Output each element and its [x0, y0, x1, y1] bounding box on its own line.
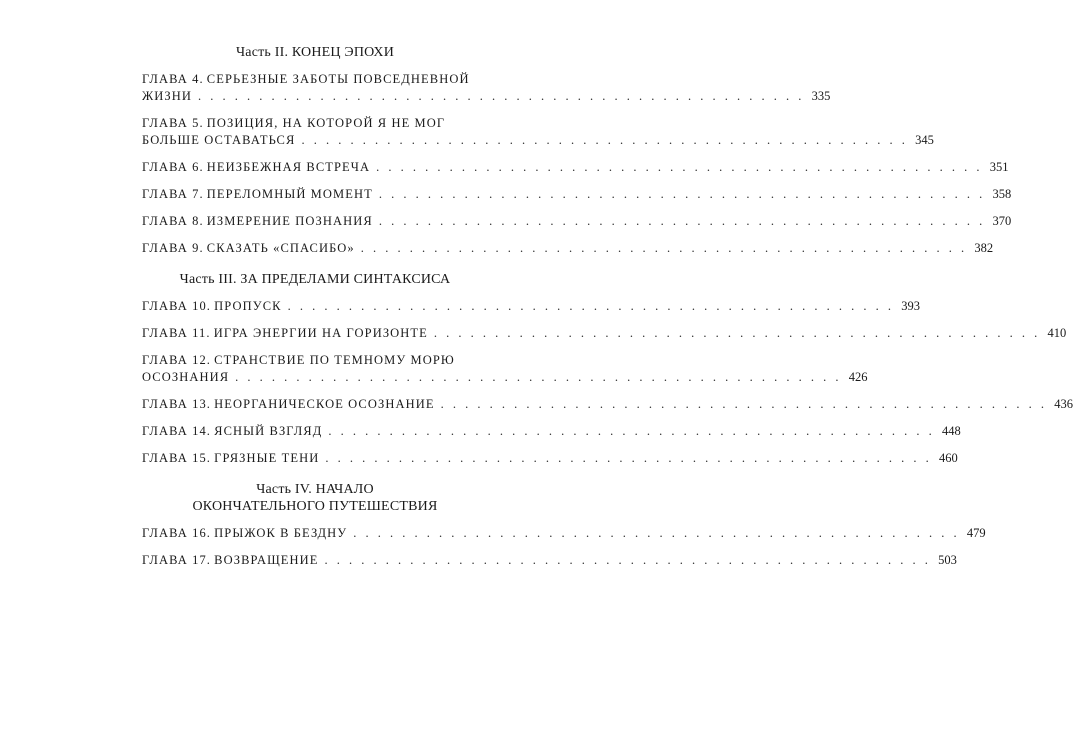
- chapter-number: ГЛАВА 7.: [142, 187, 204, 201]
- dot-leader: . . . . . . . . . . . . . . . . . . . . . . . . . . . . . . . . . . . . . . . . . . . . . . . . . .: [235, 370, 842, 384]
- toc-entry-label: [142, 159, 370, 176]
- toc-entry[interactable]: [142, 525, 986, 542]
- chapter-title: ПРЫЖОК В БЕЗДНУ: [214, 526, 348, 540]
- toc-entry[interactable]: [142, 159, 1009, 176]
- chapter-number: ГЛАВА 16.: [142, 526, 212, 540]
- part-title: [142, 271, 488, 288]
- toc-entry-label: [142, 450, 319, 467]
- part-title-line: Часть III. ЗА ПРЕДЕЛАМИ СИНТАКСИСА: [179, 272, 451, 287]
- dot-leader: . . . . . . . . . . . . . . . . . . . . . . . . . . . . . . . . . . . . . . . . . . . . . . . . . .: [198, 89, 805, 103]
- page-number: 410: [1047, 326, 1067, 340]
- chapter-number: ГЛАВА 4.: [142, 72, 204, 86]
- chapter-number: ГЛАВА 12.: [142, 353, 212, 367]
- page-number: 345: [915, 133, 934, 147]
- toc-entry-label: [142, 525, 347, 542]
- toc-entry-label: [142, 298, 282, 315]
- toc-entry-label: [142, 423, 322, 440]
- chapter-number: ГЛАВА 13.: [142, 397, 212, 411]
- chapter-title: ПЕРЕЛОМНЫЙ МОМЕНТ: [206, 187, 373, 201]
- toc-entry-line: [142, 423, 961, 440]
- dot-leader: . . . . . . . . . . . . . . . . . . . . . . . . . . . . . . . . . . . . . . . . . . . . . . . . . .: [376, 160, 983, 174]
- chapter-title: ОСОЗНАНИЯ: [142, 370, 230, 384]
- dot-leader: . . . . . . . . . . . . . . . . . . . . . . . . . . . . . . . . . . . . . . . . . . . . . . . . . .: [378, 214, 986, 228]
- toc-entry-line: [142, 369, 868, 386]
- table-of-contents: [142, 44, 1073, 579]
- dot-leader: . . . . . . . . . . . . . . . . . . . . . . . . . . . . . . . . . . . . . . . . . . . . . . . . . .: [328, 424, 935, 438]
- chapter-number: ГЛАВА 10.: [142, 299, 212, 313]
- toc-entry-label: [142, 132, 295, 149]
- toc-entry-label: [142, 325, 428, 342]
- toc-entry[interactable]: [142, 423, 961, 440]
- chapter-number: ГЛАВА 8.: [142, 214, 204, 228]
- toc-entry[interactable]: [142, 240, 994, 257]
- chapter-number: ГЛАВА 6.: [142, 160, 204, 174]
- toc-entry-line: [142, 115, 488, 132]
- page-number: 503: [938, 553, 957, 567]
- toc-entry[interactable]: [142, 396, 1073, 413]
- chapter-title: НЕОРГАНИЧЕСКОЕ ОСОЗНАНИЕ: [214, 397, 435, 411]
- toc-entry-line: [142, 552, 957, 569]
- page-number: 370: [992, 214, 1012, 228]
- toc-entry-line: [142, 352, 488, 369]
- dot-leader: . . . . . . . . . . . . . . . . . . . . . . . . . . . . . . . . . . . . . . . . . . . . . . . . . .: [360, 241, 968, 255]
- page-number: 335: [811, 89, 831, 103]
- dot-leader: . . . . . . . . . . . . . . . . . . . . . . . . . . . . . . . . . . . . . . . . . . . . . . . . . .: [433, 326, 1041, 340]
- toc-entry-label: [142, 240, 355, 257]
- page-number: 382: [974, 241, 994, 255]
- toc-entry-line: [142, 71, 488, 88]
- toc-entry-label: [142, 71, 470, 88]
- chapter-title: СКАЗАТЬ «СПАСИБО»: [206, 241, 355, 255]
- dot-leader: . . . . . . . . . . . . . . . . . . . . . . . . . . . . . . . . . . . . . . . . . . . . . . . . . .: [353, 526, 960, 540]
- chapter-number: ГЛАВА 17.: [142, 553, 212, 567]
- chapter-title: СЕРЬЕЗНЫЕ ЗАБОТЫ ПОВСЕДНЕВНОЙ: [206, 72, 470, 86]
- toc-entry[interactable]: [142, 213, 1012, 230]
- page-number: 448: [941, 424, 961, 438]
- page-number: 351: [989, 160, 1009, 174]
- chapter-number: ГЛАВА 9.: [142, 241, 204, 255]
- page-number: 393: [901, 299, 920, 313]
- page-number: 436: [1054, 397, 1073, 411]
- toc-entry[interactable]: [142, 115, 934, 149]
- toc-entry-line: [142, 186, 1012, 203]
- toc-entry-label: [142, 396, 435, 413]
- dot-leader: . . . . . . . . . . . . . . . . . . . . . . . . . . . . . . . . . . . . . . . . . . . . . . . . . .: [378, 187, 986, 201]
- toc-entry[interactable]: [142, 450, 958, 467]
- part-title-line: Часть IV. НАЧАЛО: [256, 482, 374, 497]
- chapter-title: ГРЯЗНЫЕ ТЕНИ: [214, 451, 320, 465]
- toc-entry-line: [142, 298, 920, 315]
- page-number: 426: [848, 370, 868, 384]
- chapter-number: ГЛАВА 15.: [142, 451, 212, 465]
- toc-entry-label: [142, 213, 373, 230]
- toc-entry[interactable]: [142, 552, 957, 569]
- dot-leader: . . . . . . . . . . . . . . . . . . . . . . . . . . . . . . . . . . . . . . . . . . . . . . . . . .: [301, 133, 908, 147]
- chapter-title: ИГРА ЭНЕРГИИ НА ГОРИЗОНТЕ: [213, 326, 428, 340]
- chapter-number: ГЛАВА 5.: [142, 116, 204, 130]
- toc-entry-line: [142, 525, 986, 542]
- toc-entry-line: [142, 213, 1012, 230]
- toc-entry-line: [142, 450, 958, 467]
- toc-entry-label: [142, 369, 229, 386]
- toc-entry-line: [142, 396, 1073, 413]
- chapter-title: БОЛЬШЕ ОСТАВАТЬСЯ: [142, 133, 296, 147]
- chapter-title: ПРОПУСК: [214, 299, 282, 313]
- toc-entry-label: [142, 552, 319, 569]
- toc-entry-label: [142, 186, 373, 203]
- dot-leader: . . . . . . . . . . . . . . . . . . . . . . . . . . . . . . . . . . . . . . . . . . . . . . . . . .: [324, 553, 931, 567]
- page-number: 460: [939, 451, 958, 465]
- chapter-title: ВОЗВРАЩЕНИЕ: [214, 553, 319, 567]
- chapter-title: СТРАНСТВИЕ ПО ТЕМНОМУ МОРЮ: [214, 353, 455, 367]
- toc-entry-line: [142, 325, 1067, 342]
- chapter-title: ЯСНЫЙ ВЗГЛЯД: [214, 424, 323, 438]
- toc-entry-label: [142, 88, 192, 105]
- toc-entry-line: [142, 132, 934, 149]
- page-number: 479: [966, 526, 986, 540]
- chapter-title: ПОЗИЦИЯ, НА КОТОРОЙ Я НЕ МОГ: [206, 116, 446, 130]
- part-title: [142, 44, 488, 61]
- toc-entry[interactable]: [142, 352, 868, 386]
- toc-entry-label: [142, 352, 455, 369]
- dot-leader: . . . . . . . . . . . . . . . . . . . . . . . . . . . . . . . . . . . . . . . . . . . . . . . . . .: [325, 451, 932, 465]
- dot-leader: . . . . . . . . . . . . . . . . . . . . . . . . . . . . . . . . . . . . . . . . . . . . . . . . . .: [440, 397, 1047, 411]
- chapter-title: ЖИЗНИ: [142, 89, 193, 103]
- toc-entry[interactable]: [142, 325, 1067, 342]
- toc-entry-line: [142, 159, 1009, 176]
- toc-entry-line: [142, 88, 831, 105]
- part-title-line: ОКОНЧАТЕЛЬНОГО ПУТЕШЕСТВИЯ: [192, 499, 438, 514]
- page-number: 358: [992, 187, 1012, 201]
- chapter-title: НЕИЗБЕЖНАЯ ВСТРЕЧА: [206, 160, 371, 174]
- toc-entry[interactable]: [142, 298, 920, 315]
- dot-leader: . . . . . . . . . . . . . . . . . . . . . . . . . . . . . . . . . . . . . . . . . . . . . . . . . .: [287, 299, 894, 313]
- chapter-number: ГЛАВА 14.: [142, 424, 212, 438]
- toc-entry-label: [142, 115, 445, 132]
- toc-entry[interactable]: [142, 186, 1012, 203]
- chapter-number: ГЛАВА 11.: [142, 326, 211, 340]
- chapter-title: ИЗМЕРЕНИЕ ПОЗНАНИЯ: [206, 214, 373, 228]
- toc-entry[interactable]: [142, 71, 831, 105]
- part-title-line: Часть II. КОНЕЦ ЭПОХИ: [235, 45, 394, 60]
- toc-entry-line: [142, 240, 994, 257]
- part-title: [142, 481, 488, 515]
